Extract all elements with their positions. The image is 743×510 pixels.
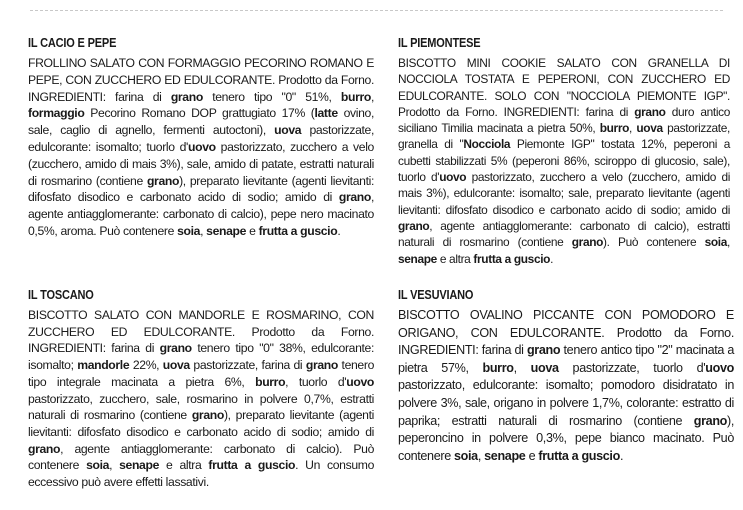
allergen-text: grano [693, 413, 727, 428]
allergen-text: grano [338, 190, 371, 205]
ingredient-text: pastorizzate, edulcorante: isomalto; tuorlo d' [28, 123, 374, 154]
ingredient-text: , [109, 458, 120, 473]
allergen-text: frutta a guscio [258, 223, 338, 238]
allergen-text: soia [704, 235, 728, 250]
ingredient-text: pastorizzato, zucchero, sale, rosmarino in polvere 0,7%, estratti naturali di rosmarino (contiene [28, 391, 374, 423]
ingredient-text: , agente antiagglomerante: carbonato di calcio). Può contenere [28, 441, 374, 473]
ingredient-text: . [337, 223, 341, 238]
allergen-text: uovo [439, 170, 467, 185]
ingredient-text: ), preparato lievitante (agenti lievitanti: difosfato disodico e carbonato acido di sodio; amido di [28, 173, 374, 205]
allergen-text: grano [170, 89, 203, 104]
allergen-text: senape [398, 251, 437, 266]
allergen-text: frutta a guscio [538, 448, 620, 463]
ingredient-text: . [550, 251, 554, 266]
label-panel-cacio-e-pepe [28, 36, 374, 240]
ingredient-text: , agente antiagglomerante: carbonato di calcio), pepe nero macinato 0,5%, aroma. Può contenere [28, 190, 374, 238]
allergen-text: senape [206, 223, 247, 238]
top-divider [30, 10, 723, 11]
ingredient-text: ). Può contenere [603, 235, 705, 250]
allergen-text: uova [274, 123, 302, 138]
ingredient-text: pastorizzate, granella di " [398, 121, 730, 152]
allergen-text: frutta a guscio [473, 251, 551, 266]
allergen-text: Nocciola [463, 137, 511, 152]
allergen-text: grano [398, 218, 430, 233]
allergen-text: soia [454, 448, 478, 463]
label-panel-toscano [28, 288, 374, 491]
allergen-text: latte [314, 106, 338, 121]
product-description [398, 55, 730, 267]
ingredient-text: , [477, 448, 485, 463]
allergen-text: uova [162, 358, 190, 373]
ingredient-text: e [525, 448, 539, 463]
ingredient-text: BISCOTTO OVALINO PICCANTE CON POMODORO E ORIGANO, CON EDULCORANTE. Prodotto da Forno. INGREDIENTI: farina di [398, 308, 734, 358]
allergen-text: burro [599, 121, 630, 136]
ingredient-text: duro antico siciliano Timilia macinata a pietra 50%, [398, 104, 730, 136]
product-description [28, 55, 374, 240]
allergen-text: burro [255, 374, 286, 389]
ingredient-text: tenero tipo "0" 51%, [202, 89, 341, 104]
ingredient-text: pastorizzate, farina di [189, 358, 306, 373]
ingredient-text: e altra [436, 251, 474, 266]
allergen-text: soia [86, 458, 110, 473]
product-title: IL TOSCANO [28, 288, 94, 302]
ingredient-text: tenero tipo "0" 38%, edulcorante: isomalto; [28, 341, 375, 373]
product-title: IL VESUVIANO [398, 288, 474, 302]
ingredient-text: ovino, sale, caglio di agnello, fermenti autoctoni), [28, 106, 374, 138]
ingredient-text: , [513, 360, 531, 375]
ingredient-text: , [727, 235, 730, 250]
ingredient-text: , [200, 223, 207, 238]
allergen-text: grano [526, 343, 561, 358]
product-description [398, 307, 734, 465]
ingredient-text: . [619, 448, 624, 463]
ingredient-text: ), preparato lievitante (agenti lievitanti: difosfato disodico e carbonato acido di sodio; amido di [28, 408, 375, 439]
allergen-text: grano [571, 235, 604, 250]
allergen-text: formaggio [28, 106, 85, 121]
ingredient-text: 22%, [129, 358, 163, 373]
allergen-text: grano [146, 173, 180, 188]
ingredient-text: pastorizzato, zucchero a velo (zucchero, amido di mais 3%), sale, amido di patate, estratti naturali di rosmarino (contiene [28, 139, 374, 188]
allergen-text: senape [484, 448, 526, 463]
ingredient-text: pastorizzato, edulcorante: isomalto; pomodoro disidratato in polvere 3%, sale, origano in polvere 1,7%, colorante: estratto di paprika; estratti naturali di rosmarino (contiene [398, 378, 734, 428]
allergen-text: grano [159, 341, 192, 356]
ingredient-text: Piemonte IGP" tostata 12%, peperoni a cubetti stabilizzati 5% (peperoni 86%, sciroppo di glucosio, sale), tuorlo d' [398, 137, 730, 185]
ingredient-text: ), peperoncino in polvere 0,3%, pepe bianco macinato. Può contenere [398, 413, 734, 463]
allergen-text: uova [530, 360, 559, 375]
allergen-text: burro [482, 360, 514, 375]
allergen-text: frutta a guscio [208, 458, 296, 473]
product-description [28, 307, 374, 491]
label-panel-vesuviano [398, 288, 734, 465]
ingredient-text: , [370, 89, 375, 104]
ingredient-text: Pecorino Romano DOP grattugiato 17% ( [84, 106, 315, 121]
allergen-text: uovo [346, 374, 374, 389]
allergen-text: grano [191, 408, 224, 423]
ingredient-text: , tuorlo d' [285, 374, 347, 389]
ingredient-text: BISCOTTO SALATO CON MANDORLE E ROSMARINO, CON ZUCCHERO ED EDULCORANTE. Prodotto da Forno. INGREDIENTI: farina di [28, 308, 374, 356]
ingredient-text: BISCOTTO MINI COOKIE SALATO CON GRANELLA DI NOCCIOLA TOSTATA E PEPERONI, CON ZUCCHERO ED EDULCORANTE. SOLO CON "NOCCIOLA PIEMONTE IGP". Prodotto da Forno. INGREDIENTI: farina di [398, 56, 730, 119]
ingredient-text: . Un consumo eccessivo può avere effetti lassativi. [28, 458, 375, 490]
allergen-text: uovo [188, 139, 216, 154]
ingredient-text: pastorizzate, tuorlo d' [558, 360, 706, 375]
allergen-text: burro [340, 89, 371, 104]
allergen-text: uova [636, 121, 663, 136]
allergen-text: soia [177, 223, 201, 238]
allergen-text: grano [305, 358, 338, 373]
allergen-text: uovo [705, 360, 734, 375]
allergen-text: mandorle [77, 358, 130, 373]
allergen-text: grano [28, 441, 61, 456]
ingredient-text: tenero tipo integrale macinata a pietra 6%, [28, 358, 374, 389]
product-title: IL CACIO E PEPE [28, 36, 117, 50]
product-title: IL PIEMONTESE [398, 36, 481, 50]
ingredient-text: pastorizzato, zucchero a velo (zucchero, amido di mais 3%), edulcorante: isomalto; sale, preparato lievitante (agenti lievitanti: difosfato disodico e carbonato acido di sodio; amido di [398, 170, 730, 217]
ingredient-text: , agente antiagglomerante: carbonato di calcio), estratti naturali di rosmarino (contiene [398, 218, 730, 250]
ingredient-text: e altra [159, 458, 209, 473]
ingredient-text: e [246, 223, 259, 238]
allergen-text: senape [119, 458, 160, 473]
ingredient-text: FROLLINO SALATO CON FORMAGGIO PECORINO ROMANO E PEPE, CON ZUCCHERO ED EDULCORANTE. Prodotto da Forno. INGREDIENTI: farina di [28, 56, 374, 104]
ingredient-text: , [629, 121, 637, 136]
allergen-text: grano [634, 104, 666, 119]
label-panel-piemontese [398, 36, 730, 267]
ingredient-text: tenero antico tipo "2" macinata a pietra 57%, [398, 343, 735, 375]
